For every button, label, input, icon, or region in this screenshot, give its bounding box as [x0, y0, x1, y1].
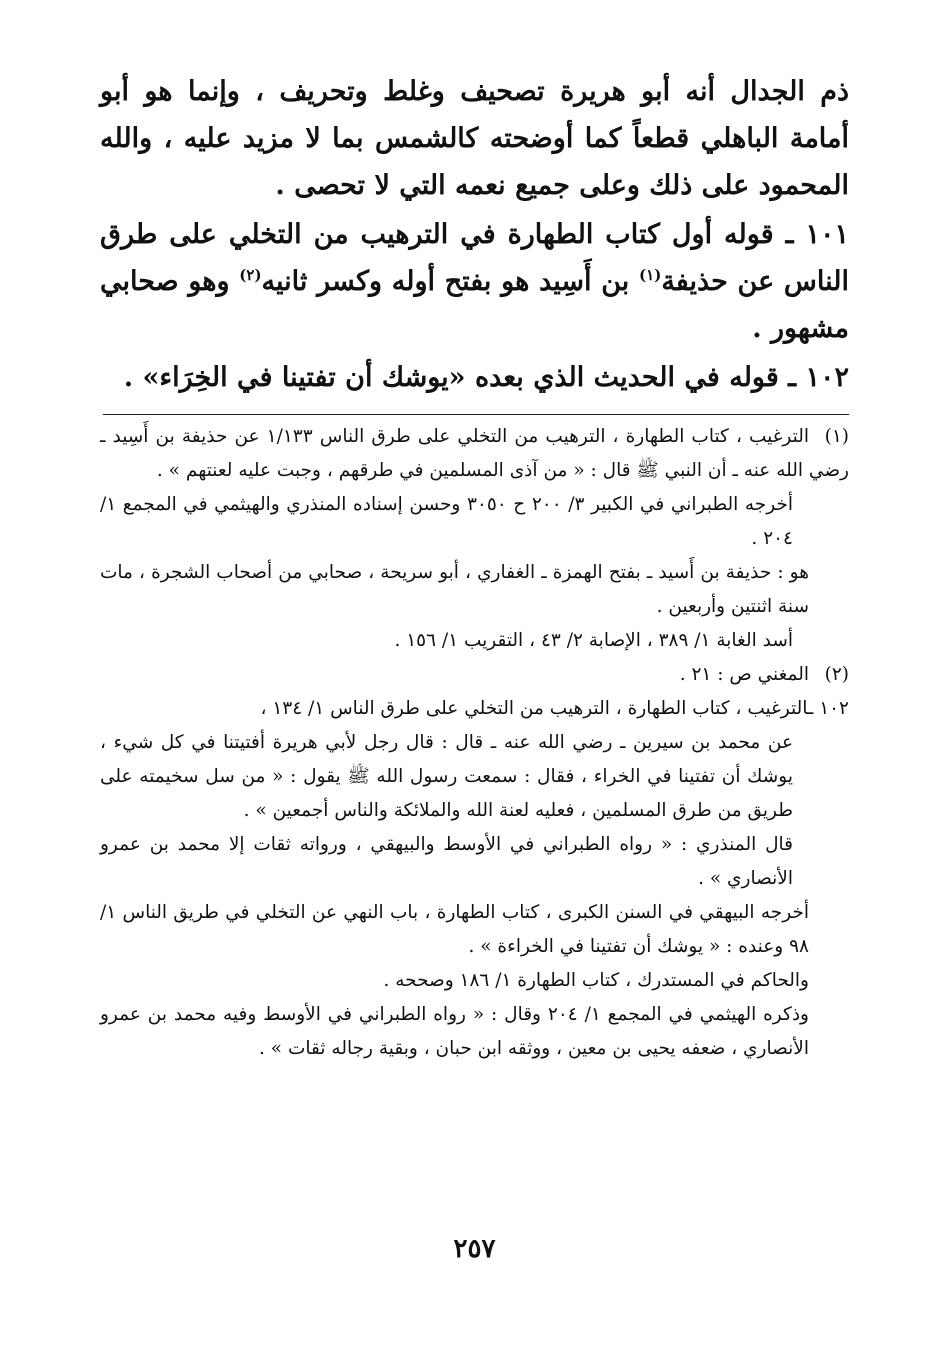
para2-text-a: ١٠١ ـ قوله أول كتاب الطهارة في الترهيب من التخلي على طرق الناس عن حذيفة: [100, 219, 849, 297]
footnote-divider: [103, 414, 849, 415]
footnote-2: [100, 658, 849, 692]
footnote-2-number: (٢): [824, 664, 849, 685]
main-paragraph-1: ذم الجدال أنه أبو هريرة تصحيف وغلط وتحريف ، وإنما هو أبو أمامة الباهلي قطعاً كما أوضحته كالشمس بما لا مزيد عليه ، والله المحمود على ذلك وعلى جميع نعمه التي لا تحصى .: [100, 76, 849, 201]
footnote-1-refs: أسد الغابة ١/ ٣٨٩ ، الإصابة ٢/ ٤٣ ، التقريب ١/ ١٥٦ .: [394, 630, 793, 651]
main-text: [100, 68, 849, 401]
footnote-1-number: (١): [824, 426, 849, 447]
footnotes-section: [100, 420, 849, 1066]
footnote-102: [100, 692, 849, 726]
footnote-ref-1[interactable]: (١): [639, 266, 662, 284]
page-number: ٢٥٧: [453, 1234, 496, 1264]
footnote-1: [100, 420, 849, 488]
footnote-102-hadith: عن محمد بن سيرين ـ رضي الله عنه ـ قال : قال رجل لأبي هريرة أفتيتنا في كل شيء ، يوشك أن تفتينا في الخراء ، فقال : سمعت رسول الله ﷺ يقول : « من سل سخيمته على طريق من طرق المسلمين ، فعليه لعنة الله والملائكة والناس أجمعين » .: [100, 732, 793, 821]
main-paragraph-2: [100, 211, 849, 352]
para2-text-b: بن أَسِيد هو بفتح أوله وكسر ثانيه: [261, 266, 640, 297]
footnote-102-mundhiri: قال المنذري : « رواه الطبراني في الأوسط والبيهقي ، ورواته ثقات إلا محمد بن عمرو الأنصاري » .: [100, 834, 793, 889]
footnote-1-bio: هو : حذيفة بن أَسيد ـ بفتح الهمزة ـ الغفاري ، أبو سريحة ، صحابي من أصحاب الشجرة ، مات سنة اثنتين وأربعين .: [100, 562, 809, 617]
footnote-102-text: الترغيب ، كتاب الطهارة ، الترهيب من التخلي على طرق الناس ١/ ١٣٤ ،: [260, 698, 808, 719]
main-paragraph-3: ١٠٢ ـ قوله في الحديث الذي بعده «يوشك أن تفتينا في الخِرَاء» .: [123, 362, 849, 393]
footnote-1-source: أخرجه الطبراني في الكبير ٣/ ٢٠٠ ح ٣٠٥٠ وحسن إسناده المنذري والهيثمي في المجمع ١/ ٢٠٤ .: [100, 494, 793, 549]
footnote-1-text: الترغيب ، كتاب الطهارة ، الترهيب من التخلي على طرق الناس ١/١٣٣ عن حذيفة بن أَسِيد ـ رضي الله عنه ـ أن النبي ﷺ قال : « من آذى المسلمين في طرقهم ، وجبت عليه لعنتهم » .: [100, 426, 849, 481]
para2-text-c: وهو صحابي مشهور .: [100, 266, 849, 344]
footnote-102-hakim: والحاكم في المستدرك ، كتاب الطهارة ١/ ١٨٦ وصححه .: [383, 970, 809, 991]
footnote-102-number: ١٠٢ ـ: [807, 698, 849, 719]
footnote-ref-2[interactable]: (٢): [239, 266, 262, 284]
footnote-2-text: المغني ص : ٢١ .: [679, 664, 809, 685]
footnote-102-bayhaqi: أخرجه البيهقي في السنن الكبرى ، كتاب الطهارة ، باب النهي عن التخلي في طريق الناس ١/ ٩٨ وعنده : « يوشك أن تفتينا في الخراءة » .: [100, 902, 809, 957]
footnote-102-haythami: وذكره الهيثمي في المجمع ١/ ٢٠٤ وقال : « رواه الطبراني في الأوسط وفيه محمد بن عمرو الأنصاري ، ضعفه يحيى بن معين ، ووثقه ابن حبان ، وبقية رجاله ثقات » .: [100, 1004, 809, 1059]
